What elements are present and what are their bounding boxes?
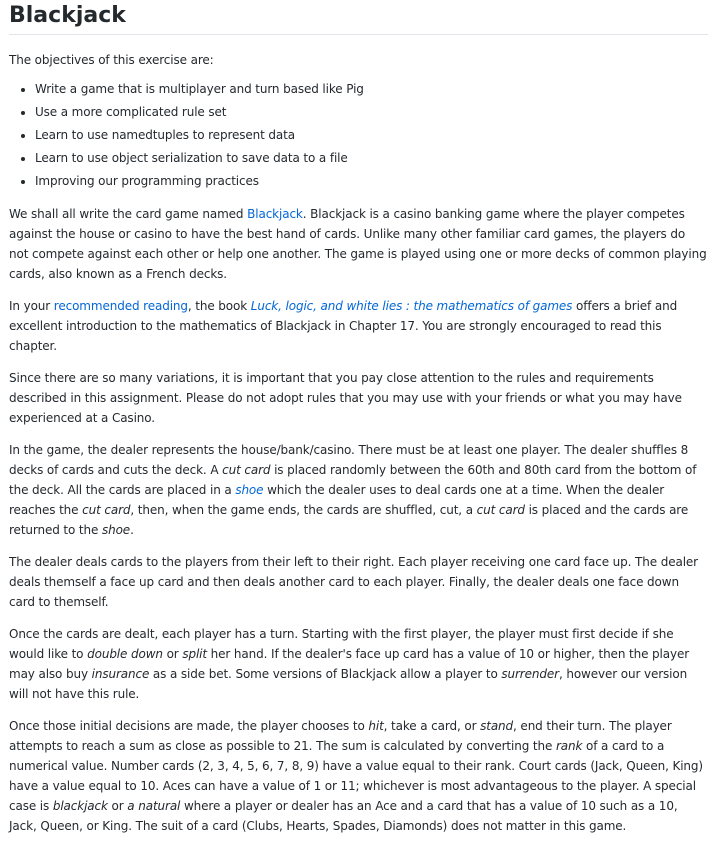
text: offers a brief and excellent introduction to the mathematics of Blackjack in Chapter 17. You are strongly encouraged to read this chapter.: [9, 299, 678, 353]
text: Once those initial decisions are made, the player chooses to: [9, 719, 369, 733]
emphasis: cut card: [222, 463, 271, 477]
text: In your: [9, 299, 54, 313]
text: as a side bet. Some versions of Blackjack allow a player to: [149, 667, 502, 681]
page-title: Blackjack: [9, 0, 708, 35]
text: where a player or dealer has an Ace and a card that has a value of 10 such as a 10, Jack, Queen, or King. The suit of a card (Clubs, Hearts, Spades, Diamonds) does not matter in this game.: [9, 799, 678, 833]
emphasis: blackjack: [52, 799, 108, 813]
text: , end their turn. The player attempts to reach a sum as close as possible to 21. The sum is calculated by converting the: [9, 719, 672, 753]
text: which the dealer uses to deal cards one at a time. When the dealer reaches the: [9, 483, 665, 517]
text: her hand. If the dealer's face up card has a value of 10 or higher, then the player may also buy: [9, 647, 690, 681]
paragraph-reading: [9, 296, 708, 356]
emphasis: shoe: [101, 523, 131, 537]
paragraph-dealing: The dealer deals cards to the players from their left to their right. Each player receiving one card face up. The dealer deals themself a face up card and then deals another card to each player. Finally, the dealer deals one face down card to themself.: [9, 555, 698, 609]
shoe-link-text: shoe: [235, 483, 264, 497]
text: , then, when the game ends, the cards are shuffled, cut, a: [130, 503, 477, 517]
objectives-list: [9, 78, 708, 193]
emphasis: hit: [368, 719, 384, 733]
text: is placed randomly between the 60th and 80th card from the bottom of the deck. All the cards are placed in a: [9, 463, 697, 497]
text: , take a card, or: [383, 719, 481, 733]
text: or: [162, 647, 183, 661]
list-item: • Learn to use namedtuples to represent data: [35, 124, 708, 147]
text: of a card to a numerical value. Number cards (2, 3, 4, 5, 6, 7, 8, 9) have a value equal to their rank. Court cards (Jack, Queen, King) have a value equal to 10. Aces can have a value of 1 or 11; whichever is most advantageous to the player. A special case is: [9, 739, 703, 813]
blackjack-link[interactable]: Blackjack: [247, 207, 303, 221]
text: or: [107, 799, 128, 813]
book-title: Luck, logic, and white lies : the mathematics of games: [250, 299, 573, 313]
emphasis: insurance: [91, 667, 150, 681]
emphasis: split: [182, 647, 207, 661]
recommended-reading-link[interactable]: recommended reading: [53, 299, 188, 313]
text: . Blackjack is a casino banking game where the player competes against the house or casino to have the best hand of cards. Unlike many other familiar card games, the players do not compete against each other or help one another. The game is played using one or more decks of common playing cards, also known as a French decks.: [9, 207, 707, 281]
list-item: • Write a game that is multiplayer and turn based like Pig: [35, 78, 708, 101]
emphasis: a natural: [127, 799, 181, 813]
list-item: • Improving our programming practices: [35, 170, 708, 193]
book-link[interactable]: [251, 299, 573, 313]
emphasis: cut card: [476, 503, 525, 517]
list-item: • Use a more complicated rule set: [35, 101, 708, 124]
text: , however our version will not have this rule.: [9, 667, 688, 701]
emphasis: surrender: [501, 667, 559, 681]
paragraph-turns: [9, 624, 708, 704]
text: Once the cards are dealt, each player has a turn. Starting with the first player, the player must first decide if she would like to: [9, 627, 674, 661]
list-item: • Learn to use object serialization to save data to a file: [35, 147, 708, 170]
text: In the game, the dealer represents the house/bank/casino. There must be at least one player. The dealer shuffles 8 decks of cards and cuts the deck. A: [9, 443, 689, 477]
emphasis: cut card: [82, 503, 131, 517]
emphasis: rank: [555, 739, 583, 753]
emphasis: stand: [480, 719, 514, 733]
text: is placed and the cards are returned to the: [9, 503, 689, 537]
shoe-link[interactable]: [235, 483, 263, 497]
text: We shall all write the card game named: [9, 207, 248, 221]
text: , the book: [187, 299, 251, 313]
text: .: [130, 523, 134, 537]
paragraph-scoring: [9, 716, 708, 836]
paragraph-rules: Since there are so many variations, it is important that you pay close attention to the rules and requirements described in this assignment. Please do not adopt rules that you may use with your friends or what you may have experienced at a Casino.: [9, 371, 682, 425]
intro-text: The objectives of this exercise are:: [9, 53, 214, 67]
paragraph-intro: [9, 204, 708, 284]
emphasis: double down: [87, 647, 163, 661]
paragraph-dealer: [9, 440, 708, 540]
